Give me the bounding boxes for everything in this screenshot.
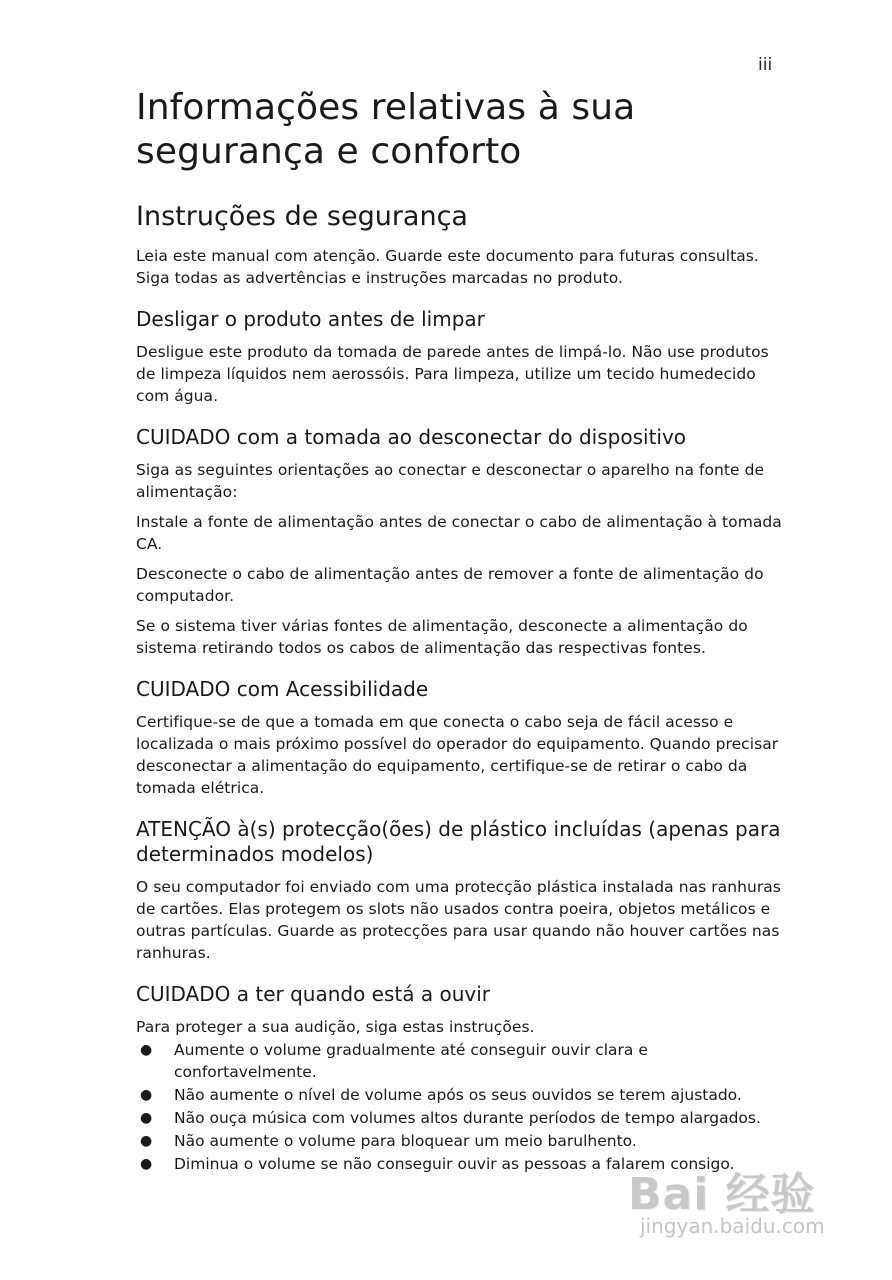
paragraph: O seu computador foi enviado com uma protecção plástica instalada nas ranhuras de cartões. Elas protegem os slots não usados contra poeira, objetos metálicos e outras partículas. Guarde as protecções para usar quando não houver cartões nas ranhuras. bbox=[136, 878, 781, 962]
list-item-text: Não aumente o nível de volume após os seus ouvidos se terem ajustado. bbox=[174, 1086, 742, 1104]
baidu-watermark bbox=[628, 1158, 858, 1250]
bullet-icon: ● bbox=[140, 1110, 153, 1126]
listening-bullet-list bbox=[136, 1039, 786, 1175]
paragraph: Se o sistema tiver várias fontes de alimentação, desconecte a alimentação do sistema retirando todos os cabos de alimentação das respectivas fontes. bbox=[136, 617, 748, 657]
list-item-text: Diminua o volume se não conseguir ouvir as pessoas a falarem consigo. bbox=[174, 1155, 735, 1173]
page-title: Informações relativas à sua segurança e conforto bbox=[136, 87, 636, 172]
subsection-listening bbox=[136, 982, 786, 1175]
paragraph: Para proteger a sua audição, siga estas instruções. bbox=[136, 1018, 535, 1036]
list-item bbox=[136, 1039, 786, 1083]
subsection-plastic-dummies bbox=[136, 817, 786, 964]
watermark-logo: Bai 经验 bbox=[628, 1169, 816, 1220]
intro-paragraph: Leia este manual com atenção. Guarde este documento para futuras consultas. Siga todas as advertências e instruções marcadas no produto. bbox=[136, 247, 759, 287]
bullet-icon: ● bbox=[140, 1042, 153, 1058]
paragraph: Siga as seguintes orientações ao conectar e desconectar o aparelho na fonte de alimentação: bbox=[136, 461, 765, 501]
paragraph: Instale a fonte de alimentação antes de conectar o cabo de alimentação à tomada CA. bbox=[136, 513, 782, 553]
list-item bbox=[136, 1130, 786, 1152]
subsection-heading: CUIDADO com Acessibilidade bbox=[136, 677, 429, 701]
watermark-url: jingyan.baidu.com bbox=[640, 1214, 825, 1238]
subsection-heading: CUIDADO com a tomada ao desconectar do dispositivo bbox=[136, 425, 687, 449]
list-item bbox=[136, 1084, 786, 1106]
subsection-heading: CUIDADO a ter quando está a ouvir bbox=[136, 982, 490, 1006]
subsection-accessibility bbox=[136, 677, 786, 799]
paragraph: Desligue este produto da tomada de parede antes de limpá-lo. Não use produtos de limpeza líquidos nem aerossóis. Para limpeza, utilize um tecido humedecido com água. bbox=[136, 343, 769, 405]
paragraph: Desconecte o cabo de alimentação antes de remover a fonte de alimentação do computador. bbox=[136, 565, 764, 605]
section-title: Instruções de segurança bbox=[136, 201, 468, 232]
subsection-heading: Desligar o produto antes de limpar bbox=[136, 307, 485, 331]
subsection-cleaning bbox=[136, 307, 786, 407]
list-item-text: Não ouça música com volumes altos durante períodos de tempo alargados. bbox=[174, 1109, 761, 1127]
subsection-heading: ATENÇÃO à(s) protecção(ões) de plástico incluídas (apenas para determinados modelos) bbox=[136, 817, 781, 866]
subsection-power-plug bbox=[136, 425, 786, 659]
list-item-text: Aumente o volume gradualmente até conseguir ouvir clara e confortavelmente. bbox=[174, 1041, 648, 1081]
bullet-icon: ● bbox=[140, 1133, 153, 1149]
document-body bbox=[136, 86, 786, 1176]
list-item-text: Não aumente o volume para bloquear um meio barulhento. bbox=[174, 1132, 637, 1150]
page-number: iii bbox=[758, 55, 773, 75]
list-item bbox=[136, 1107, 786, 1129]
bullet-icon: ● bbox=[140, 1087, 153, 1103]
bullet-icon: ● bbox=[140, 1156, 153, 1172]
paragraph: Certifique-se de que a tomada em que conecta o cabo seja de fácil acesso e localizada o mais próximo possível do operador do equipamento. Quando precisar desconectar a alimentação do equipamento, certifique-se de retirar o cabo da tomada elétrica. bbox=[136, 713, 779, 797]
